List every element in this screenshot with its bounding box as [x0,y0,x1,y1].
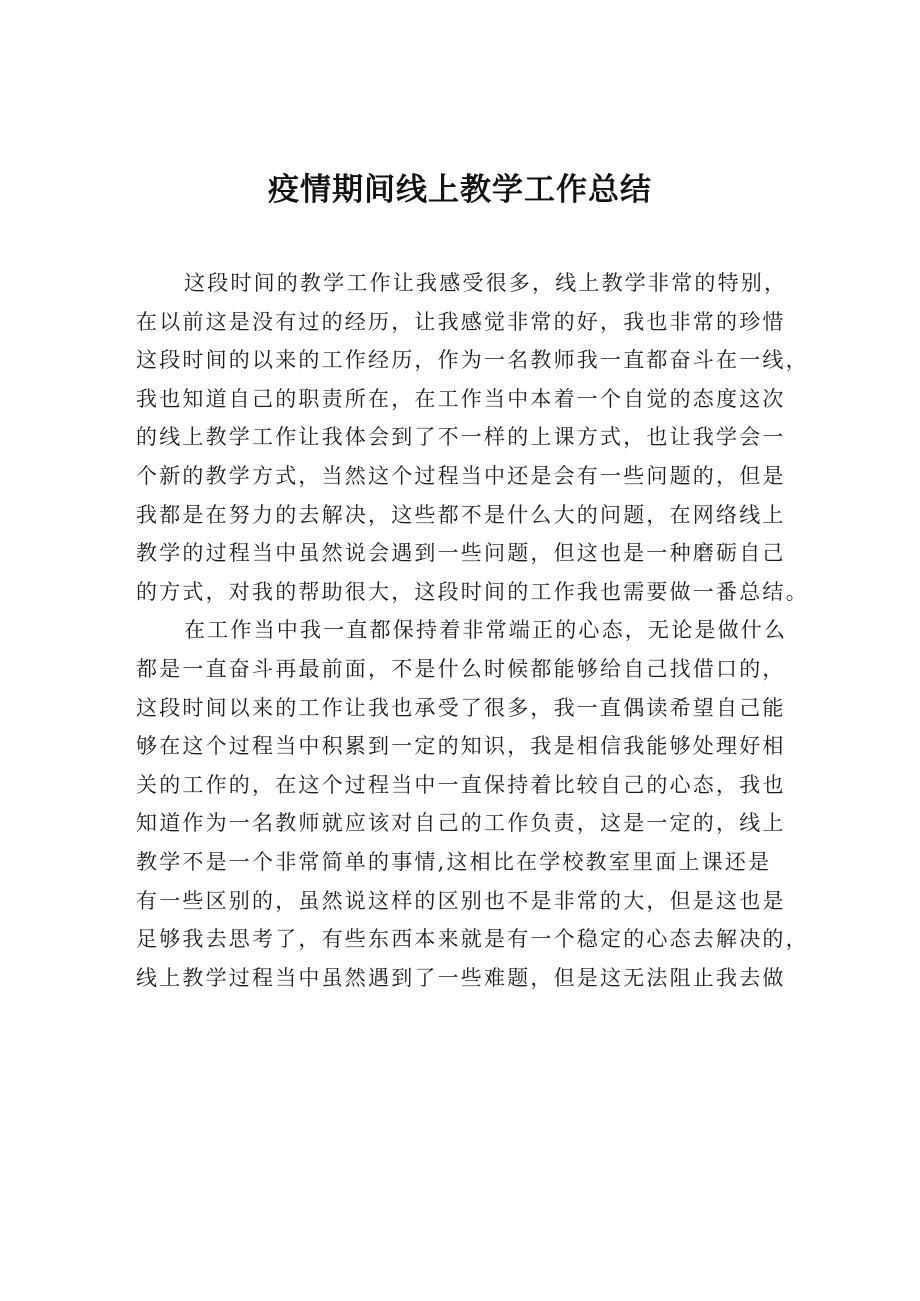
text-line: 都是一直奋斗再最前面，不是什么时候都能够给自己找借口的， [136,656,786,681]
text-line: 知道作为一名教师就应该对自己的工作负责，这是一定的，线上 [136,811,786,836]
text-line: 够在这个过程当中积累到一定的知识，我是相信我能够处理好相 [136,734,786,759]
text-line: 关的工作的，在这个过程当中一直保持着比较自己的心态，我也 [136,772,786,797]
text-line: 教学的过程当中虽然说会遇到一些问题，但这也是一种磨砺自己 [136,541,786,566]
text-line: 这段时间以来的工作让我也承受了很多，我一直偶读希望自己能 [136,695,786,720]
text-line: 我也知道自己的职责所在，在工作当中本着一个自觉的态度这次 [136,386,786,411]
text-line: 这段时间的教学工作让我感受很多，线上教学非常的特别， [184,271,788,295]
text-line: 在工作当中我一直都保持着非常端正的心态，无论是做什么 [184,618,788,643]
text-line: 教学不是一个非常简单的事情,这相比在学校教室里面上课还是 [136,849,772,874]
document-body [136,264,808,997]
text-line: 个新的教学方式，当然这个过程当中还是会有一些问题的，但是 [136,463,786,488]
text-line: 的方式，对我的帮助很大，这段时间的工作我也需要做一番总结。 [136,579,809,604]
text-line: 这段时间的以来的工作经历，作为一名教师我一直都奋斗在一线， [136,348,809,373]
text-line: 在以前这是没有过的经历，让我感觉非常的好，我也非常的珍惜 [136,309,786,334]
paragraph-1 [136,264,808,611]
text-line: 我都是在努力的去解决，这些都不是什么大的问题，在网络线上 [136,502,786,527]
document-title: 疫情期间线上教学工作总结 [268,172,652,208]
paragraph-2 [136,611,808,997]
text-line: 有一些区别的，虽然说这样的区别也不是非常的大，但是这也是 [136,888,786,913]
text-line: 线上教学过程当中虽然遇到了一些难题，但是这无法阻止我去做 [136,965,786,990]
text-line: 的线上教学工作让我体会到了不一样的上课方式，也让我学会一 [136,425,786,450]
text-line: 足够我去思考了，有些东西本来就是有一个稳定的心态去解决的， [136,927,809,952]
